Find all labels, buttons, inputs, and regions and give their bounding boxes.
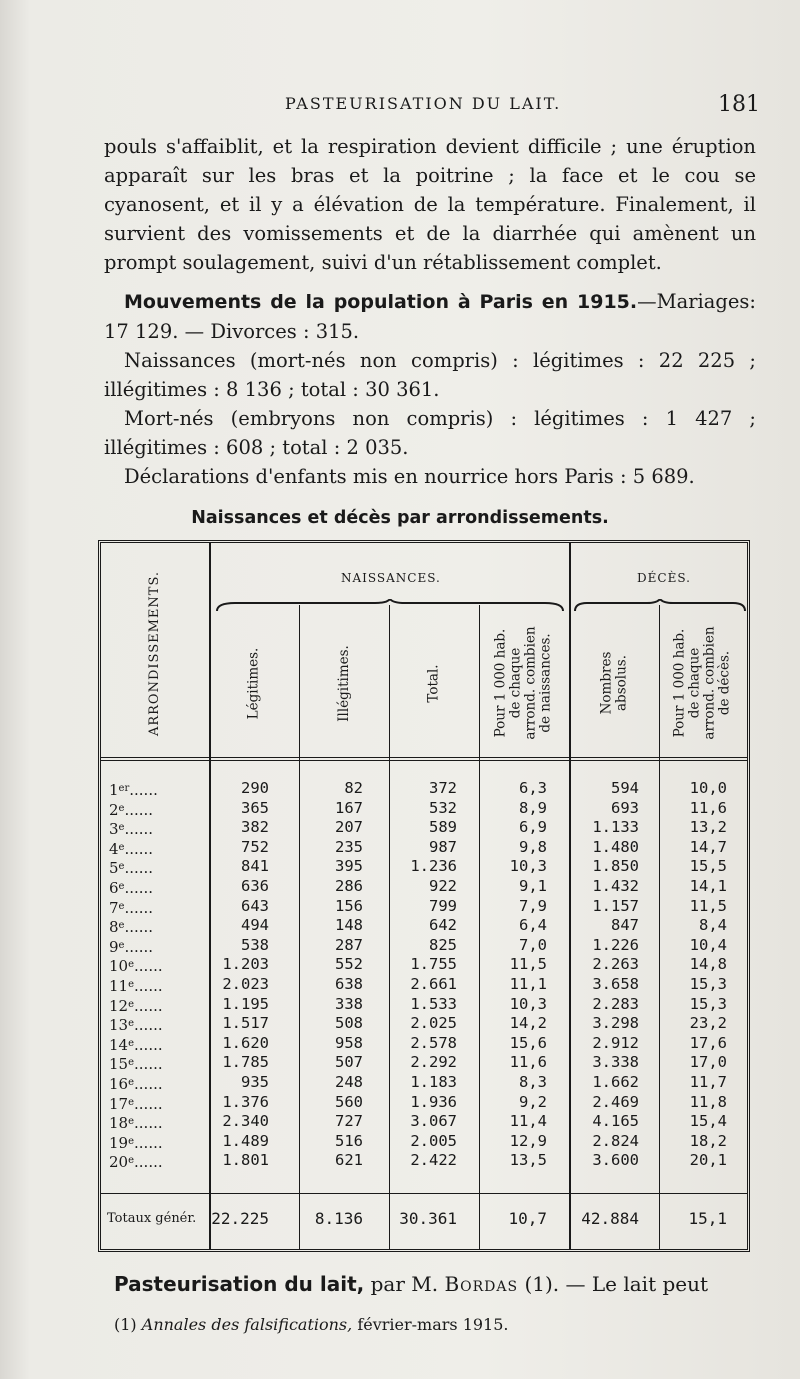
- cell-arrondissement: 8e......: [109, 918, 154, 937]
- table-row: [101, 897, 747, 917]
- header-rule: [101, 760, 747, 761]
- cell-deaths: 1.133: [592, 818, 639, 837]
- table-row: [101, 1053, 747, 1073]
- cell-birth-rate: 11,6: [509, 1053, 547, 1072]
- footnote-marker: (1): [114, 1315, 137, 1334]
- cell-birth-rate: 15,6: [509, 1033, 547, 1052]
- cell-illegitimes: 507: [335, 1053, 363, 1072]
- cell-birth-rate: 8,9: [519, 798, 547, 817]
- total-header-cell: [389, 613, 479, 753]
- population-title: Mouvements de la population à Paris en 1915.: [124, 291, 638, 313]
- cell-illegitimes: 516: [335, 1131, 363, 1150]
- cell-legitimes: 636: [241, 877, 269, 895]
- cell-legitimes: 365: [241, 798, 269, 817]
- cell-arrondissement: 9e......: [109, 937, 154, 956]
- cell-deaths: 3.298: [592, 1014, 639, 1033]
- totals-label: Totaux génér.: [107, 1211, 197, 1226]
- cell-illegitimes: 287: [335, 935, 363, 954]
- running-title: PASTEURISATION DU LAIT.: [285, 94, 562, 113]
- cell-arrondissement: 3e......: [109, 820, 154, 839]
- cell-deaths: 3.338: [592, 1053, 639, 1072]
- cell-illegitimes: 286: [335, 877, 363, 895]
- death-rate-header-cell: [659, 613, 747, 753]
- footnote-ref: (1).: [524, 1272, 560, 1296]
- cell-deaths: 1.432: [592, 877, 639, 895]
- cell-deaths: 1.662: [592, 1073, 639, 1091]
- cell-birth-rate: 13,5: [509, 1151, 547, 1170]
- cell-birth-rate: 6,3: [519, 779, 547, 797]
- cell-birth-rate: 11,1: [509, 975, 547, 993]
- cell-total: 2.578: [410, 1033, 457, 1052]
- cell-illegitimes: 82: [344, 779, 363, 797]
- footnote: [114, 1314, 754, 1336]
- cell-total: 2.025: [410, 1014, 457, 1033]
- cell-birth-rate: 9,2: [519, 1092, 547, 1111]
- table-row: [101, 1034, 747, 1054]
- cell-death-rate: 14,7: [689, 837, 727, 856]
- cell-total: 3.067: [410, 1112, 457, 1131]
- cell-death-rate: 11,8: [689, 1092, 727, 1111]
- cell-birth-rate: 6,4: [519, 916, 547, 935]
- birth-rate-header: Pour 1 000 hab. de chaque arrond. combien de naissances.: [493, 626, 555, 740]
- cell-illegitimes: 638: [335, 975, 363, 993]
- cell-total: 642: [429, 916, 457, 935]
- cell-arrondissement: 12e......: [109, 996, 163, 1015]
- cell-death-rate: 8,4: [699, 916, 727, 935]
- table-row: [101, 1151, 747, 1171]
- cell-total: 1.183: [410, 1073, 457, 1091]
- intro-paragraph: pouls s'affaiblit, et la respiration devient difficile ; une éruption apparaît sur les bras et la poitrine ; la face et le cou se cyanosent, et il y a élévation de la température. Finalement, il survient des vomissements et de la diarrhée qui amènent un prompt soulagement, suivi d'un rétablissement complet.: [104, 135, 756, 274]
- cell-arrondissement: 6e......: [109, 879, 154, 897]
- cell-deaths: 1.480: [592, 837, 639, 856]
- cell-deaths: 847: [611, 916, 639, 935]
- cell-death-rate: 15,3: [689, 975, 727, 993]
- cell-deaths: 2.469: [592, 1092, 639, 1111]
- table-row: [101, 955, 747, 975]
- cell-legitimes: 1.203: [222, 955, 269, 974]
- cell-illegitimes: 248: [335, 1073, 363, 1091]
- totals-death-rate: 15,1: [688, 1209, 727, 1228]
- cell-deaths: 3.600: [592, 1151, 639, 1170]
- cell-death-rate: 17,0: [689, 1053, 727, 1072]
- table-row: [101, 818, 747, 838]
- totals-legit: 22.225: [211, 1209, 269, 1228]
- deaths-abs-header-cell: [569, 613, 659, 753]
- illegitimes-header: Illégitimes.: [335, 644, 352, 722]
- cell-arrondissement: 15e......: [109, 1055, 163, 1074]
- cell-birth-rate: 7,0: [519, 935, 547, 954]
- pasteurisation-title: Pasteurisation du lait,: [114, 1272, 365, 1296]
- table-row: [101, 877, 747, 897]
- by-label: par M.: [370, 1272, 439, 1296]
- illegit-header-cell: [299, 613, 389, 753]
- table-row: [101, 975, 747, 995]
- cell-arrondissement: 17e......: [109, 1094, 163, 1113]
- deaths-group-heading: DÉCÈS.: [637, 571, 691, 585]
- cell-arrondissement: 14e......: [109, 1035, 163, 1054]
- cell-legitimes: 1.195: [222, 994, 269, 1013]
- page-number: 181: [718, 92, 760, 117]
- table-row: [101, 1014, 747, 1034]
- cell-deaths: 2.283: [592, 994, 639, 1013]
- cell-arrondissement: 16e......: [109, 1075, 163, 1093]
- cell-legitimes: 643: [241, 896, 269, 915]
- cell-birth-rate: 9,8: [519, 837, 547, 856]
- cell-death-rate: 11,5: [689, 896, 727, 915]
- table-row: [101, 799, 747, 819]
- cell-birth-rate: 11,5: [509, 955, 547, 974]
- cell-arrondissement: 19e......: [109, 1133, 163, 1152]
- cell-illegitimes: 727: [335, 1112, 363, 1131]
- cell-birth-rate: 10,3: [509, 857, 547, 876]
- nurse-paragraph: Déclarations d'enfants mis en nourrice hors Paris : 5 689.: [124, 465, 695, 488]
- death-rate-header: Pour 1 000 hab. de chaque arrond. combien de décès.: [672, 626, 734, 740]
- cell-illegitimes: 148: [335, 916, 363, 935]
- cell-arrondissement: 2e......: [109, 800, 154, 819]
- totals-illegit: 8.136: [314, 1209, 363, 1228]
- paragraph-continuation: — Le lait peut: [565, 1272, 709, 1296]
- totals-rule: [101, 1193, 747, 1194]
- births-paragraph: Naissances (mort-nés non compris) : légitimes : 22 225 ; illégitimes : 8 136 ; total : 30 361.: [104, 349, 756, 401]
- cell-total: 987: [429, 837, 457, 856]
- totals-birth-rate: 10,7: [508, 1209, 547, 1228]
- birth-rate-header-cell: [479, 613, 569, 753]
- cell-illegitimes: 560: [335, 1092, 363, 1111]
- cell-illegitimes: 167: [335, 798, 363, 817]
- cell-legitimes: 1.801: [222, 1151, 269, 1170]
- cell-legitimes: 538: [241, 935, 269, 954]
- pasteurisation-paragraph: [114, 1270, 754, 1298]
- table-row: [101, 1073, 747, 1093]
- cell-birth-rate: 6,9: [519, 818, 547, 837]
- cell-deaths: 693: [611, 798, 639, 817]
- cell-deaths: 2.824: [592, 1131, 639, 1150]
- cell-deaths: 1.226: [592, 935, 639, 954]
- cell-total: 922: [429, 877, 457, 895]
- cell-death-rate: 11,6: [689, 798, 727, 817]
- cell-death-rate: 18,2: [689, 1131, 727, 1150]
- cell-arrondissement: 7e......: [109, 898, 154, 917]
- cell-arrondissement: 10e......: [109, 957, 163, 976]
- arrondissement-header-cell: [101, 553, 209, 753]
- totals-total: 30.361: [399, 1209, 457, 1228]
- arrondissements-header: ARRONDISSEMENTS.: [147, 570, 163, 736]
- population-paragraph: [104, 287, 756, 346]
- table-title: Naissances et décès par arrondissements.: [191, 508, 609, 528]
- cell-total: 372: [429, 779, 457, 797]
- cell-death-rate: 13,2: [689, 818, 727, 837]
- cell-legitimes: 1.517: [222, 1014, 269, 1033]
- cell-legitimes: 935: [241, 1073, 269, 1091]
- cell-total: 589: [429, 818, 457, 837]
- cell-birth-rate: 14,2: [509, 1014, 547, 1033]
- cell-death-rate: 23,2: [689, 1014, 727, 1033]
- total-header: Total.: [425, 663, 442, 703]
- cell-total: 1.936: [410, 1092, 457, 1111]
- cell-death-rate: 15,4: [689, 1112, 727, 1131]
- cell-birth-rate: 9,1: [519, 877, 547, 895]
- cell-total: 1.755: [410, 955, 457, 974]
- cell-total: 2.005: [410, 1131, 457, 1150]
- cell-deaths: 594: [611, 779, 639, 797]
- table-row: [101, 838, 747, 858]
- cell-illegitimes: 338: [335, 994, 363, 1013]
- cell-arrondissement: 11e......: [109, 977, 163, 995]
- cell-legitimes: 2.340: [222, 1112, 269, 1131]
- cell-deaths: 1.850: [592, 857, 639, 876]
- footnote-date: février-mars 1915.: [357, 1315, 509, 1334]
- cell-death-rate: 15,3: [689, 994, 727, 1013]
- cell-arrondissement: 4e......: [109, 839, 154, 858]
- cell-deaths: 3.658: [592, 975, 639, 993]
- cell-total: 2.422: [410, 1151, 457, 1170]
- cell-birth-rate: 7,9: [519, 896, 547, 915]
- cell-illegitimes: 235: [335, 837, 363, 856]
- cell-legitimes: 1.620: [222, 1033, 269, 1052]
- table-row: [101, 1112, 747, 1132]
- cell-death-rate: 10,4: [689, 935, 727, 954]
- footnote-journal: Annales des falsifications,: [141, 1315, 353, 1334]
- cell-death-rate: 15,5: [689, 857, 727, 876]
- cell-total: 2.292: [410, 1053, 457, 1072]
- table-row: [101, 779, 747, 799]
- cell-legitimes: 1.489: [222, 1131, 269, 1150]
- births-brace: [215, 599, 565, 611]
- cell-death-rate: 20,1: [689, 1151, 727, 1170]
- table-row: [101, 936, 747, 956]
- cell-total: 2.661: [410, 975, 457, 993]
- cell-arrondissement: 1er......: [109, 781, 158, 799]
- table-row: [101, 1093, 747, 1113]
- cell-death-rate: 17,6: [689, 1033, 727, 1052]
- deaths-brace: [573, 599, 747, 611]
- cell-birth-rate: 11,4: [509, 1112, 547, 1131]
- cell-birth-rate: 12,9: [509, 1131, 547, 1150]
- author-name: Bordas: [444, 1272, 519, 1296]
- legitimes-header: Légitimes.: [245, 647, 262, 719]
- legit-header-cell: [209, 613, 299, 753]
- cell-death-rate: 10,0: [689, 779, 727, 797]
- cell-illegitimes: 508: [335, 1014, 363, 1033]
- table-row: [101, 857, 747, 877]
- cell-total: 1.533: [410, 994, 457, 1013]
- cell-total: 799: [429, 896, 457, 915]
- cell-arrondissement: 13e......: [109, 1016, 163, 1035]
- cell-legitimes: 290: [241, 779, 269, 797]
- cell-illegitimes: 156: [335, 896, 363, 915]
- table-row: [101, 995, 747, 1015]
- body-text: [104, 132, 756, 491]
- cell-deaths: 1.157: [592, 896, 639, 915]
- cell-arrondissement: 18e......: [109, 1114, 163, 1133]
- cell-illegitimes: 958: [335, 1033, 363, 1052]
- cell-total: 1.236: [410, 857, 457, 876]
- cell-illegitimes: 395: [335, 857, 363, 876]
- births-deaths-table: [98, 540, 750, 1252]
- cell-legitimes: 2.023: [222, 975, 269, 993]
- cell-death-rate: 11,7: [689, 1073, 727, 1091]
- births-group-heading: NAISSANCES.: [341, 571, 441, 585]
- cell-legitimes: 382: [241, 818, 269, 837]
- cell-birth-rate: 8,3: [519, 1073, 547, 1091]
- cell-death-rate: 14,1: [689, 877, 727, 895]
- table-row: [101, 1132, 747, 1152]
- cell-birth-rate: 10,3: [509, 994, 547, 1013]
- cell-total: 532: [429, 798, 457, 817]
- cell-legitimes: 1.785: [222, 1053, 269, 1072]
- cell-arrondissement: 20e......: [109, 1153, 163, 1172]
- cell-death-rate: 14,8: [689, 955, 727, 974]
- cell-deaths: 2.912: [592, 1033, 639, 1052]
- cell-illegitimes: 552: [335, 955, 363, 974]
- table-row: [101, 916, 747, 936]
- page-header: [0, 92, 800, 122]
- marriages-divorces: —Mariages: 17 129. — Divorces : 315.: [104, 290, 756, 343]
- cell-deaths: 2.263: [592, 955, 639, 974]
- cell-legitimes: 1.376: [222, 1092, 269, 1111]
- cell-total: 825: [429, 935, 457, 954]
- cell-deaths: 4.165: [592, 1112, 639, 1131]
- deaths-absolute-header: Nombres absolus.: [597, 651, 629, 715]
- cell-legitimes: 752: [241, 837, 269, 856]
- header-rule: [101, 757, 747, 758]
- cell-legitimes: 494: [241, 916, 269, 935]
- cell-illegitimes: 621: [335, 1151, 363, 1170]
- stillbirths-paragraph: Mort-nés (embryons non compris) : légitimes : 1 427 ; illégitimes : 608 ; total : 2 035.: [104, 407, 756, 459]
- totals-row: [101, 1207, 747, 1231]
- cell-illegitimes: 207: [335, 818, 363, 837]
- cell-legitimes: 841: [241, 857, 269, 876]
- totals-deaths: 42.884: [581, 1209, 639, 1228]
- cell-arrondissement: 5e......: [109, 859, 154, 878]
